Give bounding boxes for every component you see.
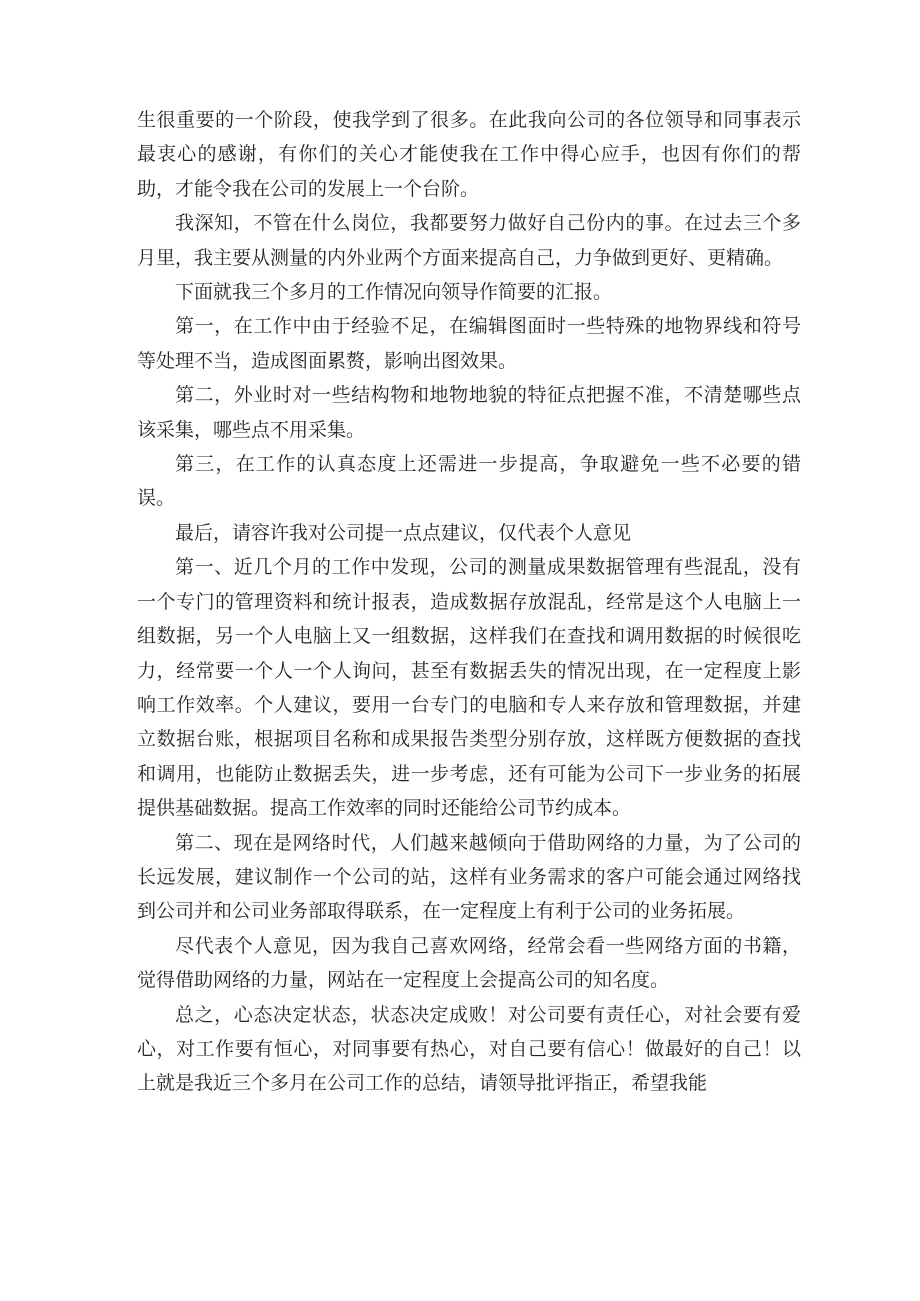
document-body <box>137 103 801 1101</box>
paragraph-report-intro: 下面就我三个多月的工作情况向领导作简要的汇报。 <box>175 281 613 304</box>
paragraph-issue-3: 第三，在工作的认真态度上还需进一步提高，争取避免一些不必要的错误。 <box>137 453 801 510</box>
paragraph-suggestion-2: 第二、现在是网络时代，人们越来越倾向于借助网络的力量，为了公司的长远发展，建议制作一个公司的站，这样有业务需求的客户可能会通过网络找到公司并和公司业务部取得联系，在一定程度上有利于公司的业务拓展。 <box>137 831 801 923</box>
paragraph-suggestion-1: 第一、近几个月的工作中发现，公司的测量成果数据管理有些混乱，没有一个专门的管理资料和统计报表，造成数据存放混乱，经常是这个人电脑上一组数据，另一个人电脑上又一组数据，这样我们在查找和调用数据的时候很吃力，经常要一个人一个人询问，甚至有数据丢失的情况出现，在一定程度上影响工作效率。个人建议，要用一台专门的电脑和专人来存放和管理数据，并建立数据台账，根据项目名称和成果报告类型分别存放，这样既方便数据的查找和调用，也能防止数据丢失，进一步考虑，还有可能为公司下一步业务的拓展提供基础数据。提高工作效率的同时还能给公司节约成本。 <box>137 556 801 820</box>
paragraph-continuation: 生很重要的一个阶段，使我学到了很多。在此我向公司的各位领导和同事表示最衷心的感谢，有你们的关心才能使我在工作中得心应手，也因有你们的帮助，才能令我在公司的发展上一个台阶。 <box>137 109 801 200</box>
paragraph-duty: 我深知，不管在什么岗位，我都要努力做好自己份内的事。在过去三个多月里，我主要从测量的内外业两个方面来提高自己，力争做到更好、更精确。 <box>137 212 801 269</box>
paragraph-issue-1: 第一，在工作中由于经验不足，在编辑图面时一些特殊的地物界线和符号等处理不当，造成图面累赘，影响出图效果。 <box>137 315 801 372</box>
paragraph-issue-2: 第二，外业时对一些结构物和地物地貌的特征点把握不准，不清楚哪些点该采集，哪些点不用采集。 <box>137 384 801 441</box>
paragraph-personal-opinion: 尽代表个人意见，因为我自己喜欢网络，经常会看一些网络方面的书籍，觉得借助网络的力量，网站在一定程度上会提高公司的知名度。 <box>137 934 801 992</box>
paragraph-conclusion: 总之，心态决定状态，状态决定成败！对公司要有责任心，对社会要有爱心，对工作要有恒心，对同事要有热心，对自己要有信心！做最好的自己！以上就是我近三个多月在公司工作的总结，请领导批评指正，希望我能 <box>137 1003 801 1095</box>
paragraph-suggestion-intro: 最后，请容许我对公司提一点点建议，仅代表个人意见 <box>175 521 632 544</box>
